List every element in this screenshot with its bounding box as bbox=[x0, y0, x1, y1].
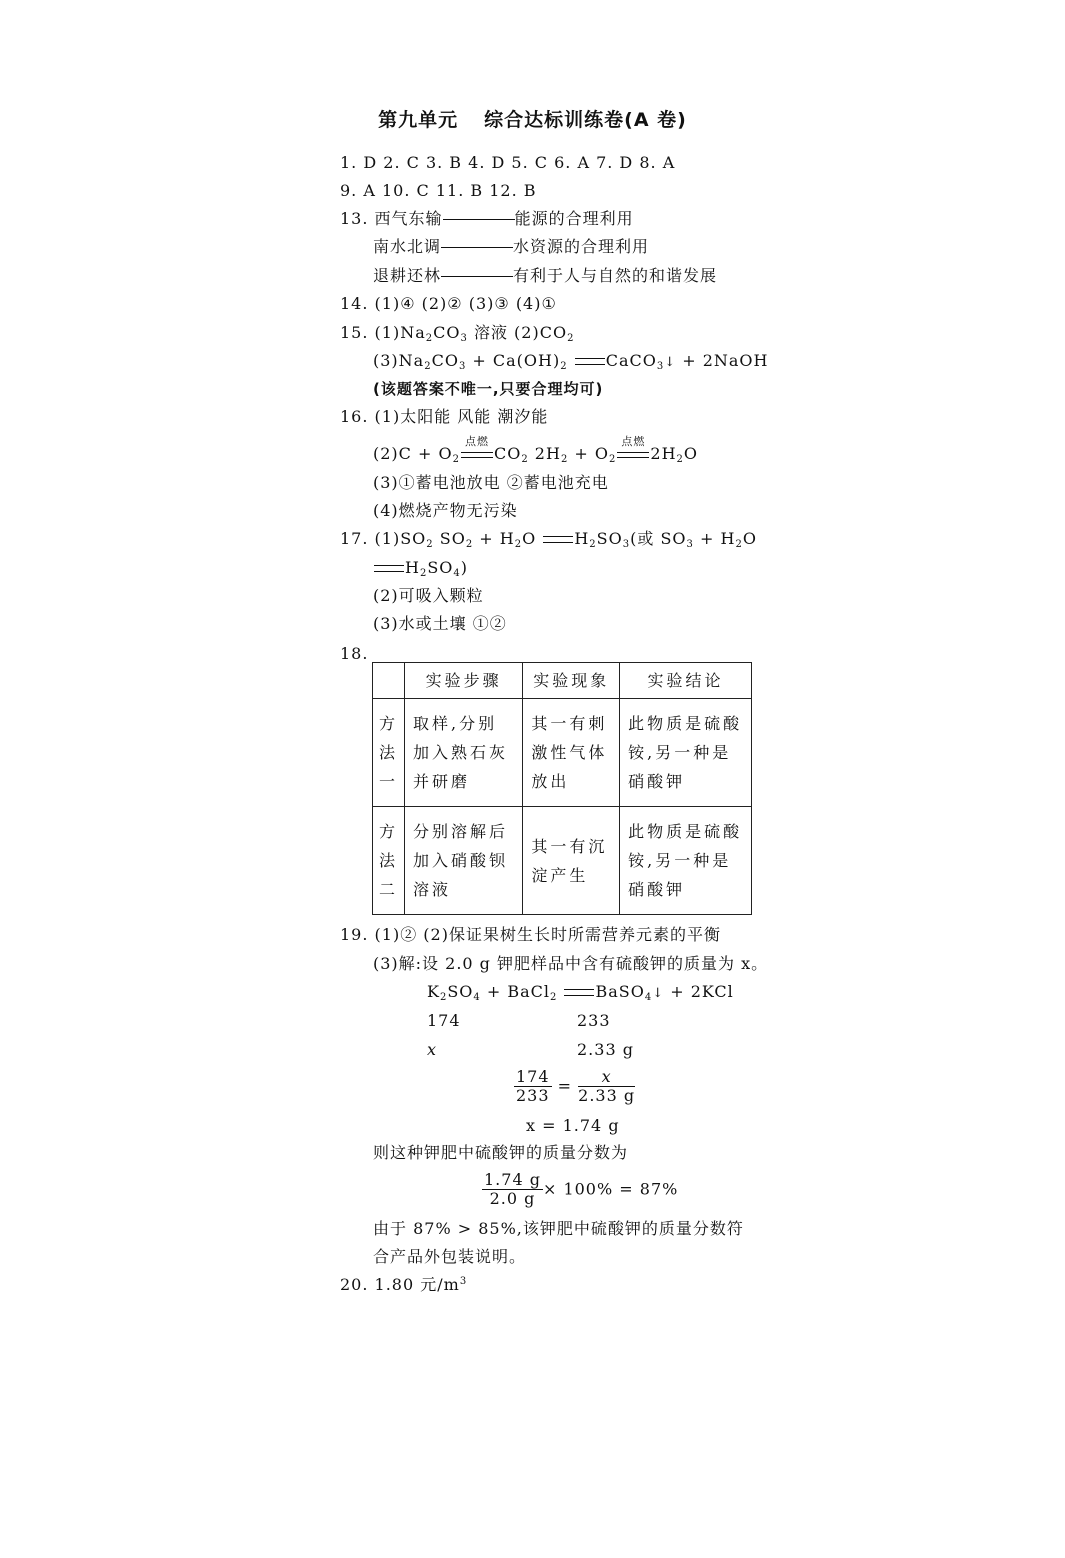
q15-line-1: 15. $(1)Na_2CO_3$ 溶液 $(2)CO_2$ bbox=[340, 323, 575, 344]
table-row bbox=[373, 807, 752, 915]
header-cell-phenomenon: 实验现象 bbox=[523, 663, 620, 699]
precipitate-arrow-icon: ↓ bbox=[664, 355, 677, 370]
header-cell-conclusion: 实验结论 bbox=[620, 663, 752, 699]
q19-conclusion-1: 由于 87% > 85%,该钾肥中硫酸钾的质量分数符 bbox=[373, 1219, 744, 1238]
page-title: 第九单元 综合达标训练卷(A 卷) bbox=[378, 109, 687, 131]
q13-row-2: 南水北调 水资源的合理利用 bbox=[373, 237, 650, 256]
precipitate-arrow-icon: ↓ bbox=[652, 986, 665, 1001]
conclusion-cell: 此物质是硫酸铵,另一种是硝酸钾 bbox=[620, 699, 752, 807]
conclusion-cell: 此物质是硫酸铵,另一种是硝酸钾 bbox=[620, 807, 752, 915]
q16-line-3: (3)①蓄电池放电 ②蓄电池充电 bbox=[373, 473, 609, 492]
q14: 14. (1)④ (2)② (3)③ (4)① bbox=[340, 294, 557, 313]
experiment-table bbox=[372, 662, 752, 915]
q19-conclusion-2: 合产品外包装说明。 bbox=[373, 1247, 527, 1266]
q16-line-1: 16. (1)太阳能 风能 潮汐能 bbox=[340, 407, 549, 426]
step-cell: 取样,分别加入熟石灰并研磨 bbox=[405, 699, 523, 807]
percentage-calc: $\frac{1.74 g}{2.0 g}$ × 100% = 87% bbox=[484, 1170, 679, 1208]
fraction-left: $\frac{174}{233}$ bbox=[516, 1067, 550, 1105]
q16-equations: $(2)C + O_2$ 点燃 $CO_2$ $2H_2 + O_2$ 点燃 $2H_2O$ bbox=[373, 434, 699, 465]
equals-sign bbox=[564, 989, 594, 996]
header-cell-empty bbox=[373, 663, 405, 699]
fraction-mass: $\frac{1.74 g}{2.0 g}$ bbox=[484, 1170, 541, 1208]
q19-line-1: 19. (1)② (2)保证果树生长时所需营养元素的平衡 bbox=[340, 925, 721, 944]
phenomenon-cell: 其一有沉淀产生 bbox=[523, 807, 620, 915]
q15-equation: $(3)Na_2CO_3 + Ca(OH)_2$ CaCO$_3$↓ + 2NaOH bbox=[373, 351, 769, 372]
q19-text-fraction: 则这种钾肥中硫酸钾的质量分数为 bbox=[373, 1143, 629, 1162]
molar-mass-k2so4: 174 bbox=[427, 1011, 461, 1030]
q13-row-3: 退耕还林 有利于人与自然的和谐发展 bbox=[373, 266, 718, 285]
q18-number: 18. bbox=[340, 644, 369, 663]
proportion: $\frac{174}{233}$ = $\frac{x}{2.33 g}$ bbox=[516, 1067, 636, 1105]
equals-sign bbox=[575, 358, 605, 365]
q17-line-3: (3)水或土壤 ①② bbox=[373, 614, 507, 633]
equals-sign bbox=[374, 565, 404, 572]
q17-line-2: (2)可吸入颗粒 bbox=[373, 586, 484, 605]
method-cell: 方法二 bbox=[373, 807, 405, 915]
equals-sign bbox=[543, 536, 573, 543]
mass-baso4: 2.33 g bbox=[577, 1040, 634, 1059]
fraction-right: $\frac{x}{2.33 g}$ bbox=[578, 1067, 636, 1105]
condition-ignite: 点燃 bbox=[461, 452, 493, 458]
result-x: x = 1.74 g bbox=[526, 1116, 620, 1135]
unknown-x: x bbox=[427, 1040, 438, 1059]
q19-equation: $K_2SO_4$ + BaCl$_2$ BaSO$_4$↓ + 2KCl bbox=[427, 982, 734, 1003]
step-cell: 分别溶解后加入硝酸钡溶液 bbox=[405, 807, 523, 915]
q20: 20. 1.80 元$/m^3$ bbox=[340, 1275, 468, 1294]
answers-9-12: 9. A 10. C 11. B 12. B bbox=[340, 181, 537, 200]
method-cell: 方法一 bbox=[373, 699, 405, 807]
table-row bbox=[373, 699, 752, 807]
q17-line-1b: $H_2SO_4$) bbox=[373, 558, 468, 578]
phenomenon-cell: 其一有刺激性气体放出 bbox=[523, 699, 620, 807]
molar-mass-baso4: 233 bbox=[577, 1011, 611, 1030]
table-header-row bbox=[373, 663, 752, 699]
q19-solution-intro: (3)解:设 2.0 g 钾肥样品中含有硫酸钾的质量为 x。 bbox=[373, 954, 769, 973]
q16-line-4: (4)燃烧产物无污染 bbox=[373, 501, 518, 520]
answers-1-8: 1. D 2. C 3. B 4. D 5. C 6. A 7. D 8. A bbox=[340, 153, 676, 172]
q17-line-1: 17. $(1)SO_2$ $SO_2 + H_2O$ $H_2SO_3$(或 $SO_3 + H_2O$ bbox=[340, 529, 757, 550]
q15-note: (该题答案不唯一,只要合理均可) bbox=[373, 380, 604, 398]
condition-ignite-2: 点燃 bbox=[617, 452, 649, 458]
header-cell-steps: 实验步骤 bbox=[405, 663, 523, 699]
q13-row-1: 13. 西气东输 能源的合理利用 bbox=[340, 209, 634, 228]
